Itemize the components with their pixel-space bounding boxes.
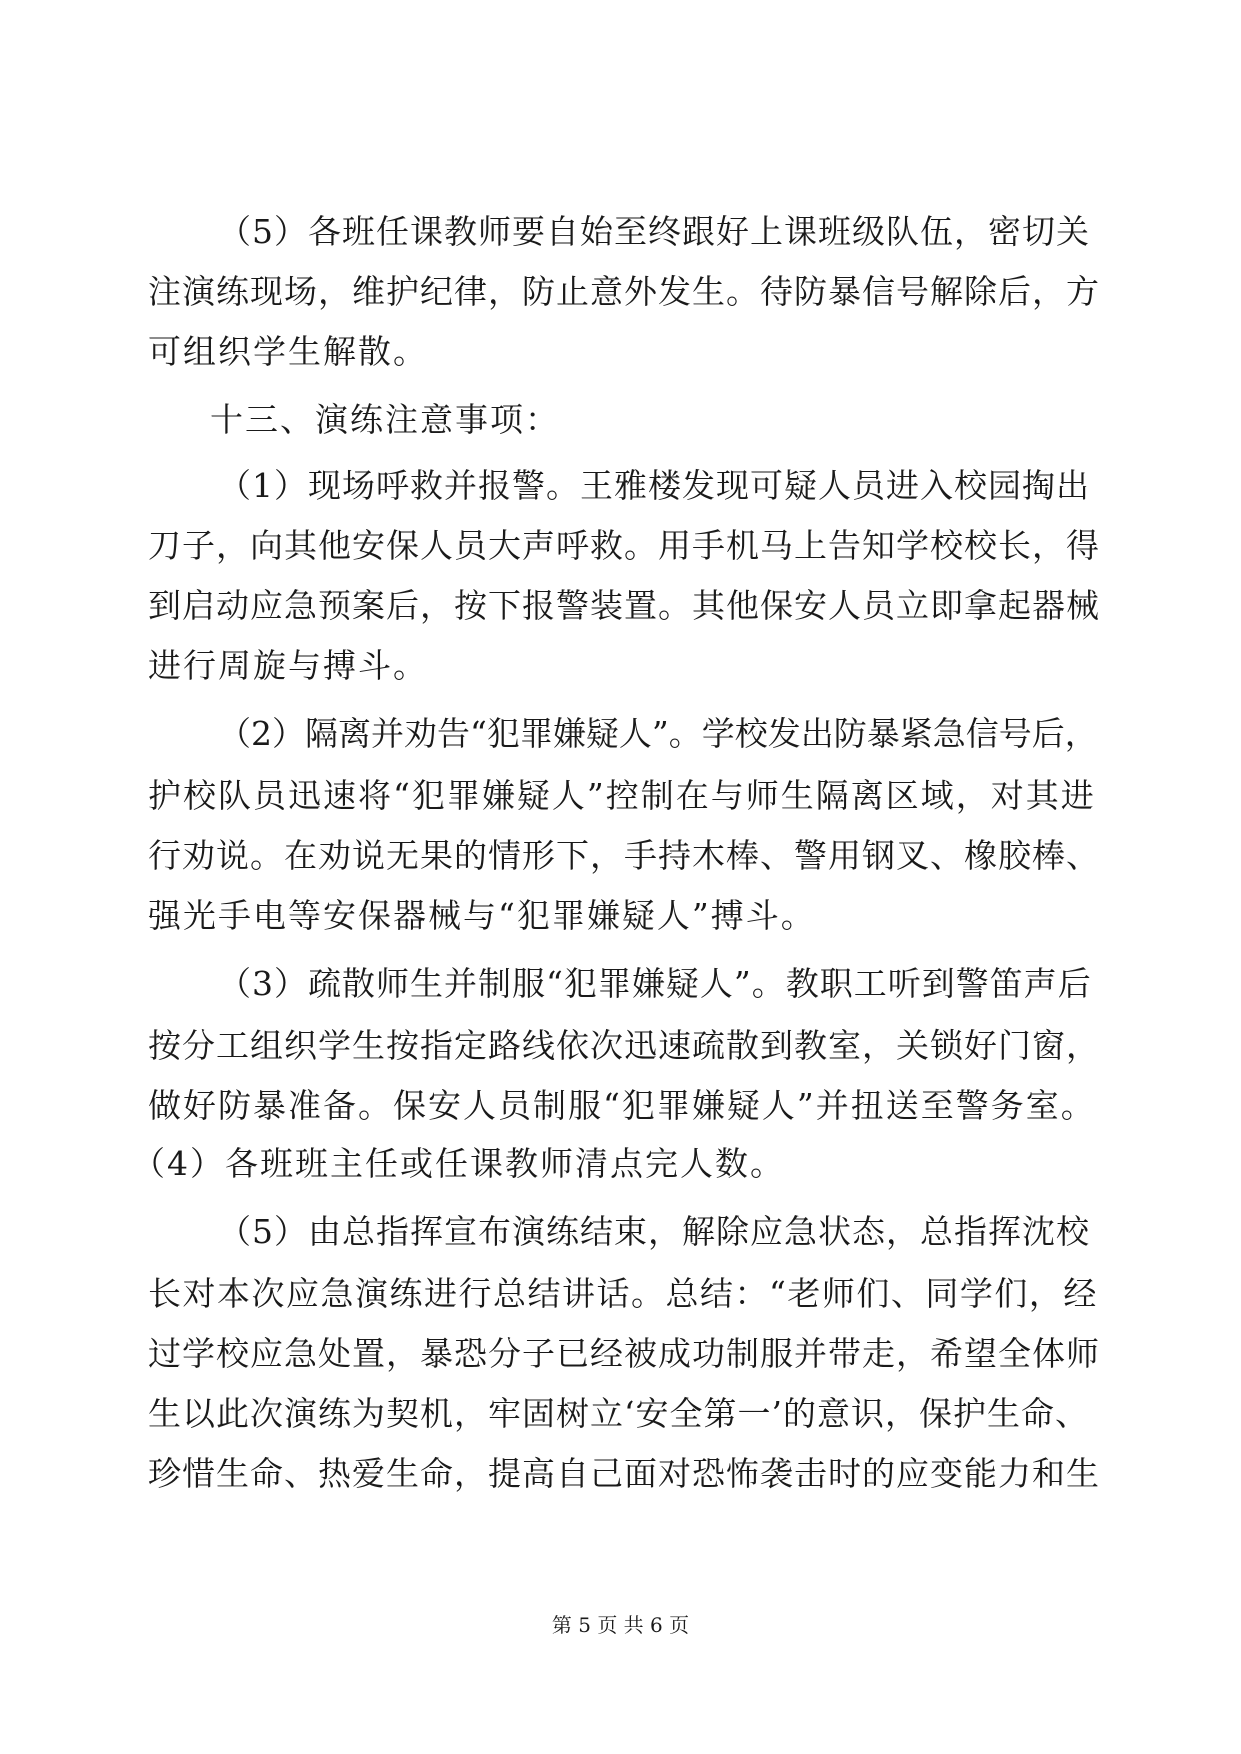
text-line: 过学校应急处置，暴恐分子已经被成功制服并带走，希望全体师 [148,1334,1100,1373]
text-line: （4）各班班主任或任课教师清点完人数。 [132,1144,785,1183]
text-line: 按分工组织学生按指定路线依次迅速疏散到教室，关锁好门窗， [148,1026,1100,1065]
text-line: 做好防暴准备。保安人员制服“犯罪嫌疑人”并扭送至警务室。 [148,1086,1096,1125]
text-line: （3）疏散师生并制服“犯罪嫌疑人”。教职工听到警笛声后 [218,964,1092,1003]
text-line: （2）隔离并劝告“犯罪嫌疑人”。学校发出防暴紧急信号后， [218,714,1098,753]
text-line: 可组织学生解散。 [148,332,428,371]
section-heading: 十三、演练注意事项： [210,400,560,439]
text-line: （5）各班任课教师要自始至终跟好上课班级队伍，密切关 [218,212,1090,251]
text-line: 强光手电等安保器械与“犯罪嫌疑人”搏斗。 [148,896,816,935]
page-number-footer: 第 5 页 共 6 页 [551,1613,690,1637]
text-line: 注演练现场，维护纪律，防止意外发生。待防暴信号解除后，方 [148,272,1100,311]
text-line: 到启动应急预案后，按下报警装置。其他保安人员立即拿起器械 [148,586,1100,625]
text-line: 刀子，向其他安保人员大声呼救。用手机马上告知学校校长，得 [148,526,1100,565]
text-line: （5）由总指挥宣布演练结束，解除应急状态，总指挥沈校 [218,1212,1090,1251]
text-line: （1）现场呼救并报警。王雅楼发现可疑人员进入校园掏出 [218,466,1090,505]
text-line: 珍惜生命、热爱生命，提高自己面对恐怖袭击时的应变能力和生 [148,1454,1100,1493]
text-line: 进行周旋与搏斗。 [148,646,428,685]
text-line: 护校队员迅速将“犯罪嫌疑人”控制在与师生隔离区域，对其进 [148,776,1096,815]
text-line: 长对本次应急演练进行总结讲话。总结：“老师们、同学们，经 [148,1274,1098,1313]
text-line: 生以此次演练为契机，牢固树立‘安全第一’的意识，保护生命、 [148,1394,1089,1433]
text-line: 行劝说。在劝说无果的情形下，手持木棒、警用钢叉、橡胶棒、 [148,836,1100,875]
